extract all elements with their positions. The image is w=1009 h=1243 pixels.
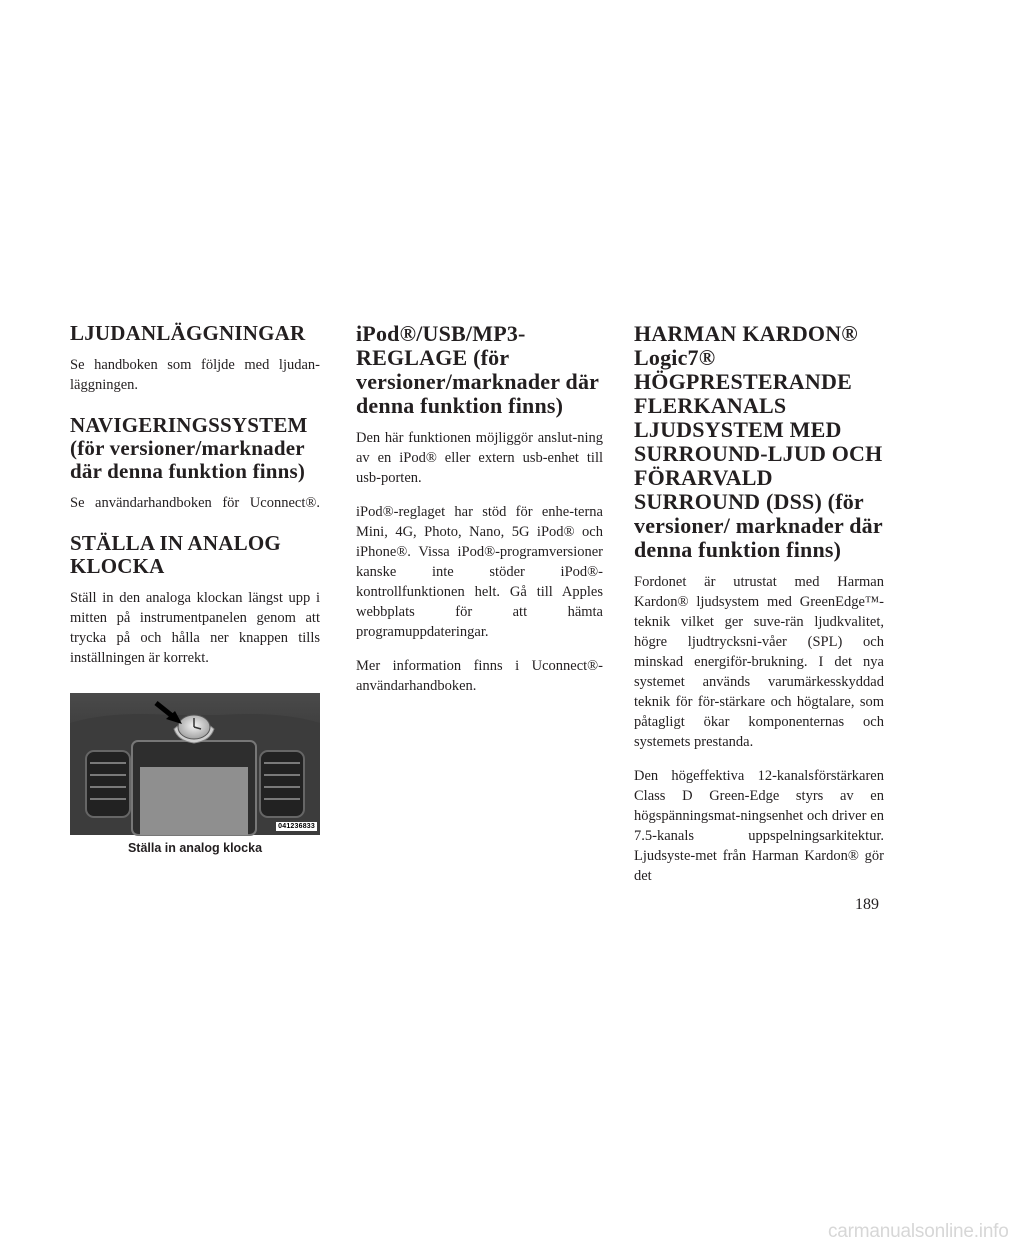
watermark: carmanualsonline.info [828, 1221, 1009, 1242]
paragraph-harman-2: Den högeffektiva 12-kanalsförstärkaren Class D Green-Edge styrs av en högspänningsmat-ningsenhet och driver en 7.5-kanals uppspelningsarkitektur. Ljudsyste-met från Harman Kardon® gör det [634, 768, 884, 884]
paragraph-ipod-2: iPod®-reglaget har stöd för enhe-terna Mini, 4G, Photo, Nano, 5G iPod® och iPhone®. Vissa iPod®-programversioner kanske inte stöder iPod®-kontrollfunktionen helt. Gå till Apples webbplats för att hämta programuppdateringar. [356, 504, 603, 640]
heading-harman-kardon: HARMAN KARDON® Logic7® HÖGPRESTERANDE FLERKANALS LJUDSYSTEM MED SURROUND-LJUD OCH FÖRARVALD SURROUND (DSS) (för versioner/ marknader där denna funktion finns) [634, 321, 883, 562]
heading-stalla-in-analog-klocka: STÄLLA IN ANALOG KLOCKA [70, 531, 281, 578]
page-number: 189 [855, 896, 879, 913]
figure-caption: Ställa in analog klocka [127, 841, 263, 855]
heading-ljudanlaggningar: LJUDANLÄGGNINGAR [70, 321, 306, 345]
paragraph-ljudanlaggningar: Se handboken som följde med ljudan-läggningen. [70, 357, 320, 393]
column-right [634, 322, 884, 886]
figure-code: 041236833 [278, 823, 315, 830]
paragraph-ipod-3: Mer information finns i Uconnect®-användarhandboken. [356, 658, 603, 694]
analog-clock-figure [70, 693, 320, 835]
column-middle [356, 322, 603, 696]
paragraph-ipod-1: Den här funktionen möjliggör anslut-ning av en iPod® eller extern usb-enhet till usb-porten. [356, 430, 603, 486]
paragraph-navigeringssystem: Se användarhandboken för Uconnect®. [70, 495, 320, 511]
heading-navigeringssystem: NAVIGERINGSSYSTEM (för versioner/marknader där denna funktion finns) [70, 413, 308, 483]
heading-ipod-usb-mp3: iPod®/USB/MP3-REGLAGE (för versioner/marknader där denna funktion finns) [356, 321, 599, 418]
paragraph-stalla-in-analog-klocka: Ställ in den analoga klockan längst upp i mitten på instrumentpanelen genom att trycka på och hålla ner knappen tills inställningen är korrekt. [70, 590, 320, 666]
column-left [70, 322, 320, 668]
dashboard-illustration [70, 693, 320, 835]
paragraph-harman-1: Fordonet är utrustat med Harman Kardon® ljudsystem med GreenEdge™-teknik vilket ger suve-rän ljudkvalitet, högre ljudtrycksni-våer (SPL) och minskad energiför-brukning. I det nya systemet används varumärkesskyddad teknik för för-stärkare och högtalare, som påtagligt ökar komponenternas och systemets prestanda. [634, 574, 884, 750]
